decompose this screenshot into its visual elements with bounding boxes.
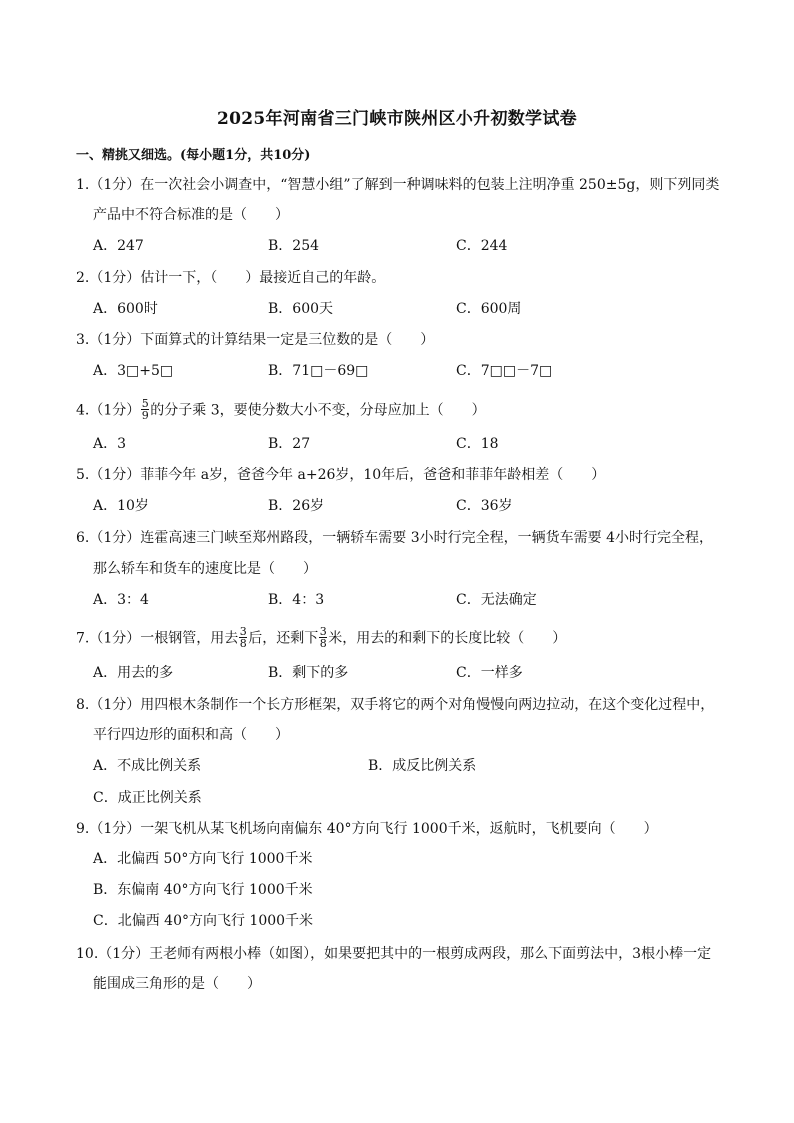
question-7-stem-middle: 后，还剩下 [248, 630, 319, 647]
question-6-stem-line1: 6.（1分）连霍高速三门峡至郑州路段，一辆轿车需要 3小时行完全程，一辆货车需要 4小时行完全程， [76, 530, 713, 546]
question-5-option-c: C．36岁 [456, 498, 513, 514]
question-9-option-c: C．北偏西 40°方向飞行 1000千米 [93, 913, 314, 929]
exam-title: 2025年河南省三门峡市陕州区小升初数学试卷 [217, 109, 577, 129]
question-6-option-c: C．无法确定 [456, 592, 537, 608]
question-7-fraction-2-denominator: 8 [319, 637, 327, 650]
question-1-stem-line2: 产品中不符合标准的是（ ） [93, 207, 289, 223]
question-4-option-c: C．18 [456, 436, 499, 452]
question-7-fraction-1-numerator: 3 [239, 625, 247, 638]
question-4-fraction [141, 398, 149, 421]
question-4-option-a: A．3 [93, 436, 127, 452]
question-7-option-a: A．用去的多 [93, 665, 174, 681]
question-8-option-b: B．成反比例关系 [368, 758, 477, 774]
question-7-option-c: C．一样多 [456, 665, 523, 681]
question-4-stem-prefix: 4.（1分） [76, 402, 141, 419]
question-3-option-a: A．3□+5□ [93, 363, 174, 379]
question-4-stem-suffix: 的分子乘 3，要使分数大小不变，分母应加上（ ） [150, 402, 486, 419]
question-6-stem-line2: 那么轿车和货车的速度比是（ ） [93, 561, 317, 577]
question-3-stem: 3.（1分）下面算式的计算结果一定是三位数的是（ ） [76, 332, 435, 348]
question-9-option-a: A．北偏西 50°方向飞行 1000千米 [93, 851, 313, 867]
question-1-option-a: A．247 [93, 238, 144, 254]
section-heading: 一、精挑又细选。(每小题1分，共10分) [76, 148, 311, 163]
question-2-option-c: C．600周 [456, 301, 522, 317]
question-2-option-a: A．600时 [93, 301, 158, 317]
question-8-option-c: C．成正比例关系 [93, 790, 202, 806]
question-7-fraction-1-denominator: 8 [239, 637, 247, 650]
question-7-fraction-2-numerator: 3 [319, 625, 327, 638]
question-9-option-b: B．东偏南 40°方向飞行 1000千米 [93, 882, 313, 898]
question-4-option-b: B．27 [268, 436, 311, 452]
question-3-option-b: B．71□－69□ [268, 363, 369, 379]
question-4-fraction-numerator: 5 [141, 397, 149, 410]
question-8-option-a: A．不成比例关系 [93, 758, 202, 774]
question-10-stem-line2: 能围成三角形的是（ ） [93, 976, 261, 992]
question-7-fraction-1 [239, 626, 247, 649]
question-7-stem-prefix: 7.（1分）一根钢管，用去 [76, 630, 239, 647]
question-8-stem-line2: 平行四边形的面积和高（ ） [93, 727, 289, 743]
question-7-stem [76, 627, 566, 650]
question-7-option-b: B．剩下的多 [268, 665, 349, 681]
question-9-stem: 9.（1分）一架飞机从某飞机场向南偏东 40°方向飞行 1000千米，返航时，飞机要向（ ） [76, 821, 658, 837]
question-8-stem-line1: 8.（1分）用四根木条制作一个长方形框架，双手将它的两个对角慢慢向两边拉动，在这个变化过程中， [76, 697, 715, 713]
question-1-option-c: C．244 [456, 238, 508, 254]
question-4-fraction-denominator: 9 [141, 409, 149, 422]
question-10-stem-line1: 10.（1分）王老师有两根小棒（如图），如果要把其中的一根剪成两段，那么下面剪法中，3根小棒一定 [76, 946, 712, 962]
question-7-stem-suffix: 米，用去的和剩下的长度比较（ ） [328, 630, 567, 647]
question-1-option-b: B．254 [268, 238, 320, 254]
question-5-option-a: A．10岁 [93, 498, 149, 514]
question-4-stem [76, 399, 486, 422]
question-6-option-b: B．4：3 [268, 592, 325, 608]
question-7-fraction-2 [319, 626, 327, 649]
question-3-option-c: C．7□□－7□ [456, 363, 553, 379]
question-1-stem-line1: 1.（1分）在一次社会小调查中，“智慧小组”了解到一种调味料的包装上注明净重 250±5g，则下列同类 [76, 177, 720, 193]
question-5-stem: 5.（1分）菲菲今年 a岁，爸爸今年 a+26岁，10年后，爸爸和菲菲年龄相差（ ） [76, 467, 606, 483]
question-5-option-b: B．26岁 [268, 498, 325, 514]
question-6-option-a: A．3：4 [93, 592, 149, 608]
question-2-stem: 2.（1分）估计一下，（ ）最接近自己的年龄。 [76, 270, 386, 286]
question-2-option-b: B．600天 [268, 301, 334, 317]
